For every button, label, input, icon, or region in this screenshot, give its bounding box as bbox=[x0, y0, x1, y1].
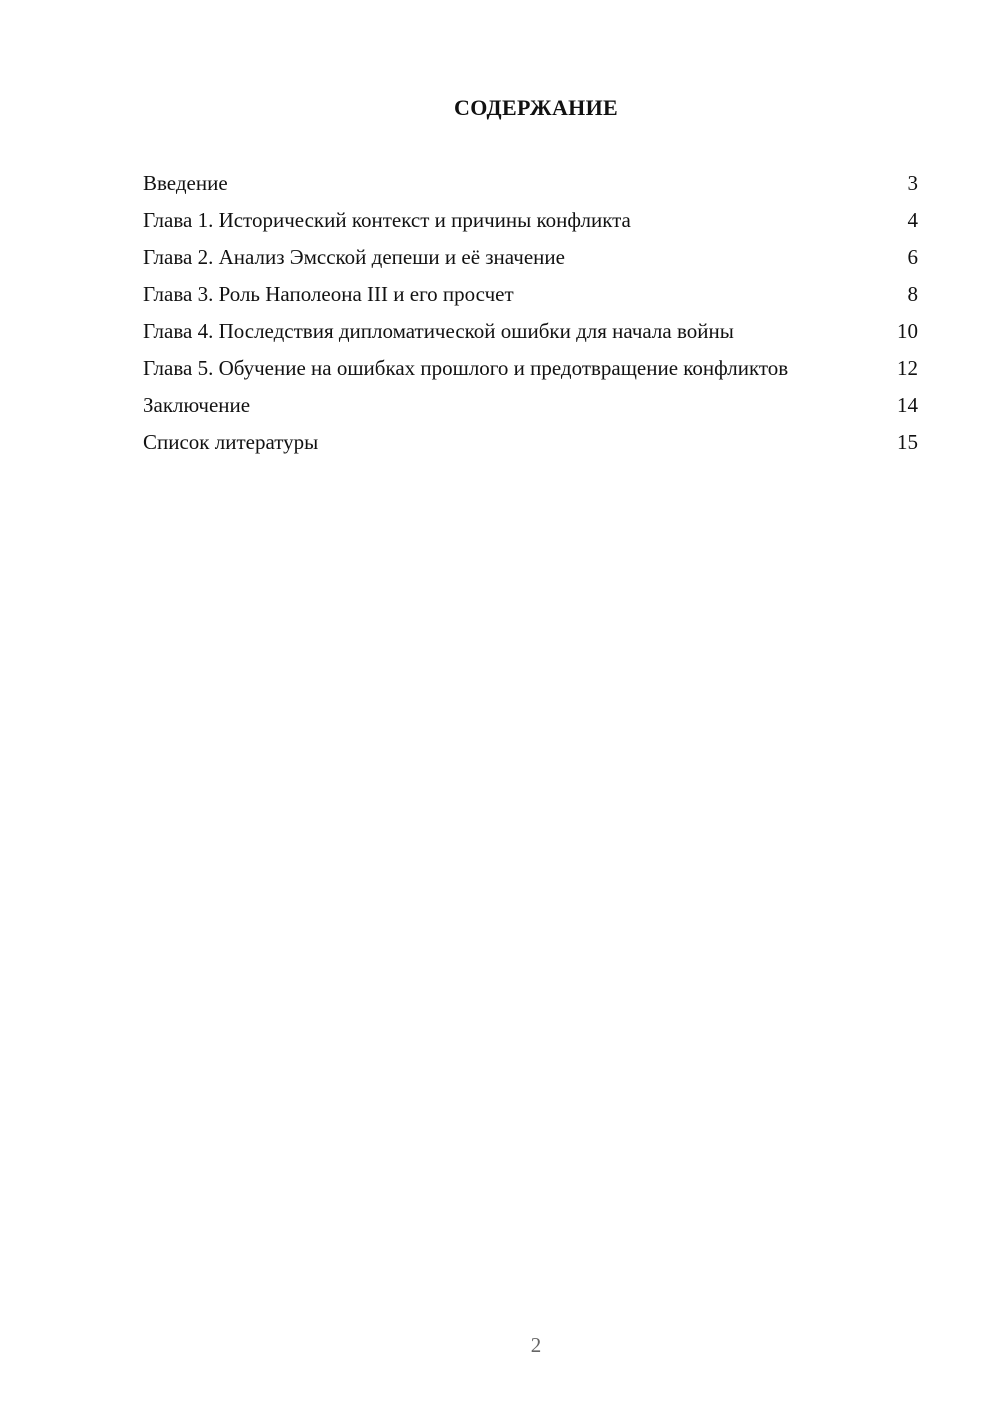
toc-entry-introduction[interactable] bbox=[143, 170, 918, 196]
toc-entry-label: Заключение bbox=[143, 393, 251, 417]
toc-entry-page: 3 bbox=[907, 171, 918, 195]
toc-entry-chapter-1[interactable] bbox=[143, 207, 918, 233]
toc-entry-chapter-3[interactable] bbox=[143, 281, 918, 307]
toc-entry-label: Глава 3. Роль Наполеона III и его просчет bbox=[143, 282, 514, 306]
toc-entry-label: Глава 4. Последствия дипломатической ошибки для начала войны bbox=[143, 319, 734, 343]
toc-entry-page: 12 bbox=[897, 356, 918, 380]
toc-entry-page: 8 bbox=[907, 282, 918, 306]
toc-entry-label: Глава 2. Анализ Эмсской депеши и её значение bbox=[143, 245, 565, 269]
toc-entry-page: 14 bbox=[897, 393, 918, 417]
toc-entry-label: Список литературы bbox=[143, 430, 319, 454]
toc-entry-label: Глава 5. Обучение на ошибках прошлого и предотвращение конфликтов bbox=[143, 356, 789, 380]
page-title: СОДЕРЖАНИЕ bbox=[454, 95, 618, 120]
toc-entry-conclusion[interactable] bbox=[143, 392, 918, 418]
toc-entry-chapter-5[interactable] bbox=[143, 355, 918, 381]
toc-entry-label: Введение bbox=[143, 171, 228, 195]
toc-entry-label: Глава 1. Исторический контекст и причины конфликта bbox=[143, 208, 631, 232]
table-of-contents bbox=[143, 170, 918, 466]
toc-entry-references[interactable] bbox=[143, 429, 918, 455]
toc-entry-chapter-4[interactable] bbox=[143, 318, 918, 344]
toc-entry-page: 15 bbox=[897, 430, 918, 454]
toc-entry-page: 4 bbox=[907, 208, 918, 232]
toc-entry-page: 10 bbox=[897, 319, 918, 343]
toc-entry-chapter-2[interactable] bbox=[143, 244, 918, 270]
page-number: 2 bbox=[530, 1333, 542, 1357]
toc-entry-page: 6 bbox=[907, 245, 918, 269]
